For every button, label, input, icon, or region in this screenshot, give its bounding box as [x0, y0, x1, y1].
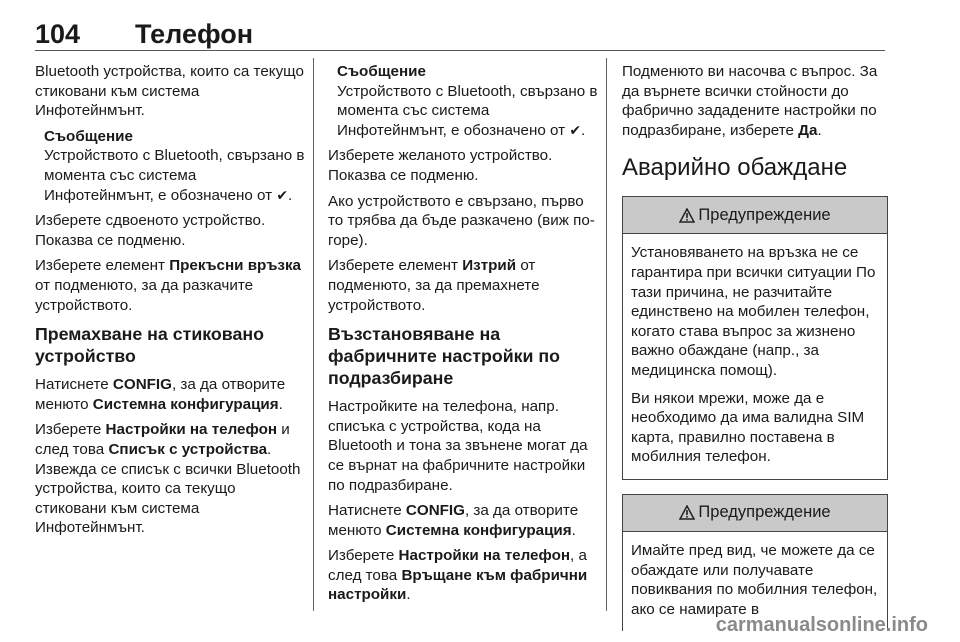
paragraph: Изберете елемент Прекъсни връзка от подменюто, за да разкачите устройството. — [35, 257, 302, 314]
column-2 — [328, 62, 598, 611]
paragraph: Ако устройството е свързано, първо то трябва да бъде разкачено (виж по-горе). — [328, 192, 595, 249]
warning-header — [623, 495, 887, 532]
button-config: CONFIG — [405, 502, 465, 520]
warning-triangle-icon — [679, 505, 695, 520]
message-title: Съобщение — [337, 63, 426, 80]
paragraph: Натиснете CONFIG, за да отворите менюто Системна конфигурация. — [35, 376, 286, 413]
paragraph: Установяването на връзка не се гарантира при всички ситуации По тази причина, не разчитайте единствено на мобилен телефон, когато става въпрос за жизнено важно обаждане (напр., за медицинска помощ). — [631, 244, 876, 379]
message-text: Устройството с Bluetooth, свързано в момента със система Инфотейнмънт, е обозначено от — [44, 147, 305, 204]
warning-triangle-icon — [679, 208, 695, 223]
menu-item-disconnect: Прекъсни връзка — [169, 257, 302, 275]
button-config: CONFIG — [112, 376, 172, 394]
option-yes: Да — [798, 121, 818, 139]
heading-remove-paired: Премахване на стиковано устройство — [35, 324, 264, 367]
message-text: Устройството с Bluetooth, свързано в момента със система Инфотейнмънт, е обозначено от — [337, 82, 598, 139]
paragraph: Имайте пред вид, че можете да се обаждате или получавате повиквания по мобилния телефон, ако се намирате в — [631, 541, 878, 618]
page-header — [35, 0, 885, 51]
menu-phone-settings: Настройки на телефон — [398, 547, 571, 565]
warning-body — [623, 234, 887, 479]
heading-emergency-call: Аварийно обаждане — [622, 154, 848, 182]
paragraph: Изберете желаното устройство. Показва се подменю. — [328, 147, 553, 184]
message-note: Съобщение Устройството с Bluetooth, свързано в момента със система Инфотейнмънт, е обозначено от ✔. — [337, 63, 598, 139]
checkmark-icon: ✔ — [569, 121, 582, 138]
paragraph: Изберете Настройки на телефон, а след това Връщане към фабрични настройки. — [328, 547, 588, 604]
paragraph: Изберете елемент Изтрий от подменюто, за да премахнете устройството. — [328, 257, 540, 314]
menu-factory-reset: Връщане към фабрични настройки — [328, 566, 588, 604]
watermark: carmanualsonline.info — [715, 614, 928, 636]
message-title: Съобщение — [44, 127, 133, 145]
menu-system-config: Системна конфигурация — [385, 521, 572, 539]
menu-device-list: Списък с устройства — [108, 440, 268, 458]
warning-title: Предупреждение — [698, 205, 831, 224]
paragraph: Изберете Настройки на телефон и след това Списък с устройства. Извежда се списък с всички Bluetooth устройства, които са текущо стиковани към система Инфотейнмънт. — [35, 421, 301, 537]
menu-system-config: Системна конфигурация — [92, 395, 279, 413]
paragraph: Подменюто ви насочва с въпрос. За да върнете всички стойности до фабрично зададените настройки по подразбиране, изберете Да. — [622, 63, 878, 139]
warning-title: Предупреждение — [698, 503, 831, 522]
checkmark-icon: ✔ — [276, 186, 289, 203]
message-note: Съобщение Устройството с Bluetooth, свързано в момента със система Инфотейнмънт, е обозначено от ✔. — [44, 127, 305, 204]
section-title: Телефон — [135, 19, 254, 49]
page-number: 104 — [35, 19, 81, 49]
warning-box — [622, 196, 888, 480]
warning-header — [623, 197, 887, 234]
paragraph: Ви някои мрежи, може да е необходимо да има валидна SIM карта, правилно поставена в мобилния телефон. — [631, 389, 865, 466]
warning-box — [622, 494, 888, 631]
column-1 — [35, 62, 305, 544]
paragraph: Настройките на телефона, напр. списъка с устройства, кода на Bluetooth и тона за звънене могат да се върнат на фабричните настройки по подразбиране. — [328, 398, 588, 494]
column-3 — [622, 62, 888, 639]
menu-item-delete: Изтрий — [462, 257, 517, 275]
paragraph: Bluetooth устройства, които са текущо стиковани към система Инфотейнмънт. — [35, 63, 304, 120]
column-divider — [606, 58, 607, 611]
menu-phone-settings: Настройки на телефон — [105, 421, 278, 439]
paragraph: Изберете сдвоеното устройство. Показва се подменю. — [35, 212, 266, 249]
paragraph: Натиснете CONFIG, за да отворите менюто Системна конфигурация. — [328, 502, 579, 539]
heading-restore-defaults: Възстановяване на фабричните настройки по подразбиране — [328, 324, 561, 389]
column-divider — [313, 58, 314, 611]
